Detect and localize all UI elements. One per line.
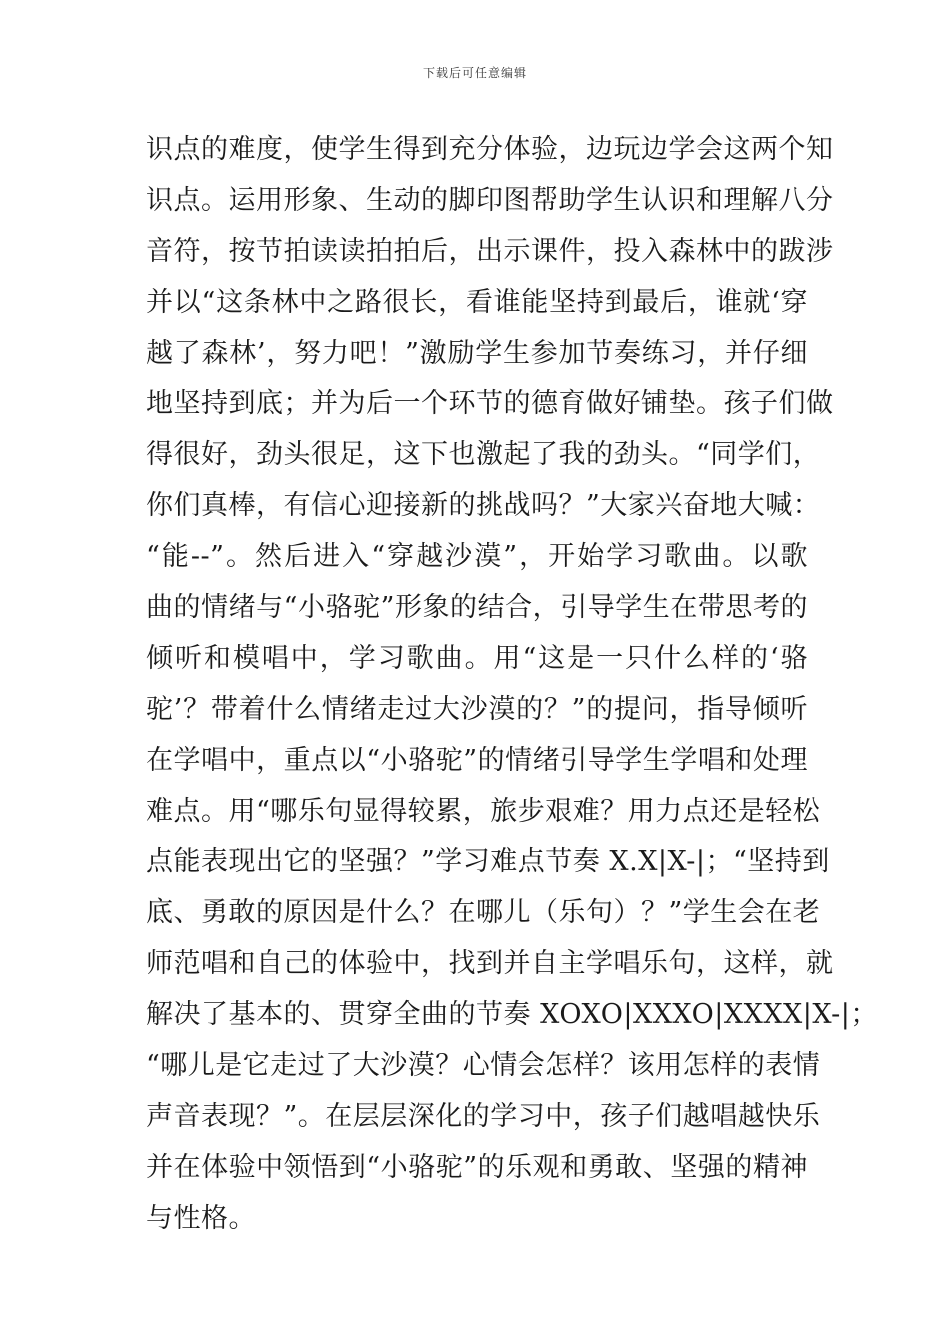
text-line: 难点。用“哪乐句显得较累，旅步艰难？用力点还是轻松 [146, 795, 821, 827]
text-line: 驼’？带着什么情绪走过大沙漠的？”的提问，指导倾听 [146, 693, 808, 725]
text-line: 地坚持到底；并为后一个环节的德育做好铺垫。孩子们做 [146, 388, 834, 420]
text-line: 解决了基本的、贯穿全曲的节奏 XOXO|XXXO|XXXX|X-|； [146, 999, 878, 1031]
text-line: 曲的情绪与“小骆驼”形象的结合，引导学生在带思考的 [146, 592, 808, 624]
text-line: 并在体验中领悟到“小骆驼”的乐观和勇敢、坚强的精神 [146, 1151, 808, 1183]
text-line: 识点。运用形象、生动的脚印图帮助学生认识和理解八分 [146, 184, 834, 216]
text-line: 得很好，劲头很足，这下也激起了我的劲头。“同学们， [146, 439, 821, 471]
text-line: “哪儿是它走过了大沙漠？心情会怎样？该用怎样的表情 [146, 1050, 821, 1082]
text-line: 倾听和模唱中，学习歌曲。用“这是一只什么样的‘骆 [146, 642, 808, 674]
text-line: “能--”。然后进入“穿越沙漠”，开始学习歌曲。以歌 [146, 541, 808, 573]
text-line: 你们真棒，有信心迎接新的挑战吗？”大家兴奋地大喊： [146, 490, 821, 522]
text-line: 识点的难度，使学生得到充分体验，边玩边学会这两个知 [146, 134, 834, 165]
text-line: 越了森林’，努力吧！”激励学生参加节奏练习，并仔细 [146, 337, 808, 369]
document-body [146, 125, 878, 1245]
page-header: 下载后可任意编辑 [422, 66, 527, 80]
text-line: 点能表现出它的坚强？”学习难点节奏 X.X|X-|；“坚持到 [146, 846, 830, 878]
text-line: 与性格。 [146, 1202, 256, 1234]
text-line: 并以“这条林中之路很长，看谁能坚持到最后，谁就‘穿 [146, 286, 808, 318]
text-line: 在学唱中，重点以“小骆驼”的情绪引导学生学唱和处理 [146, 744, 808, 776]
text-line: 声音表现？”。在层层深化的学习中，孩子们越唱越快乐 [146, 1100, 821, 1132]
text-line: 音符，按节拍读读拍拍后，出示课件，投入森林中的跋涉 [146, 235, 834, 267]
text-line: 底、勇敢的原因是什么？在哪儿（乐句）？”学生会在老 [146, 897, 821, 929]
text-line: 师范唱和自己的体验中，找到并自主学唱乐句，这样，就 [146, 948, 834, 980]
